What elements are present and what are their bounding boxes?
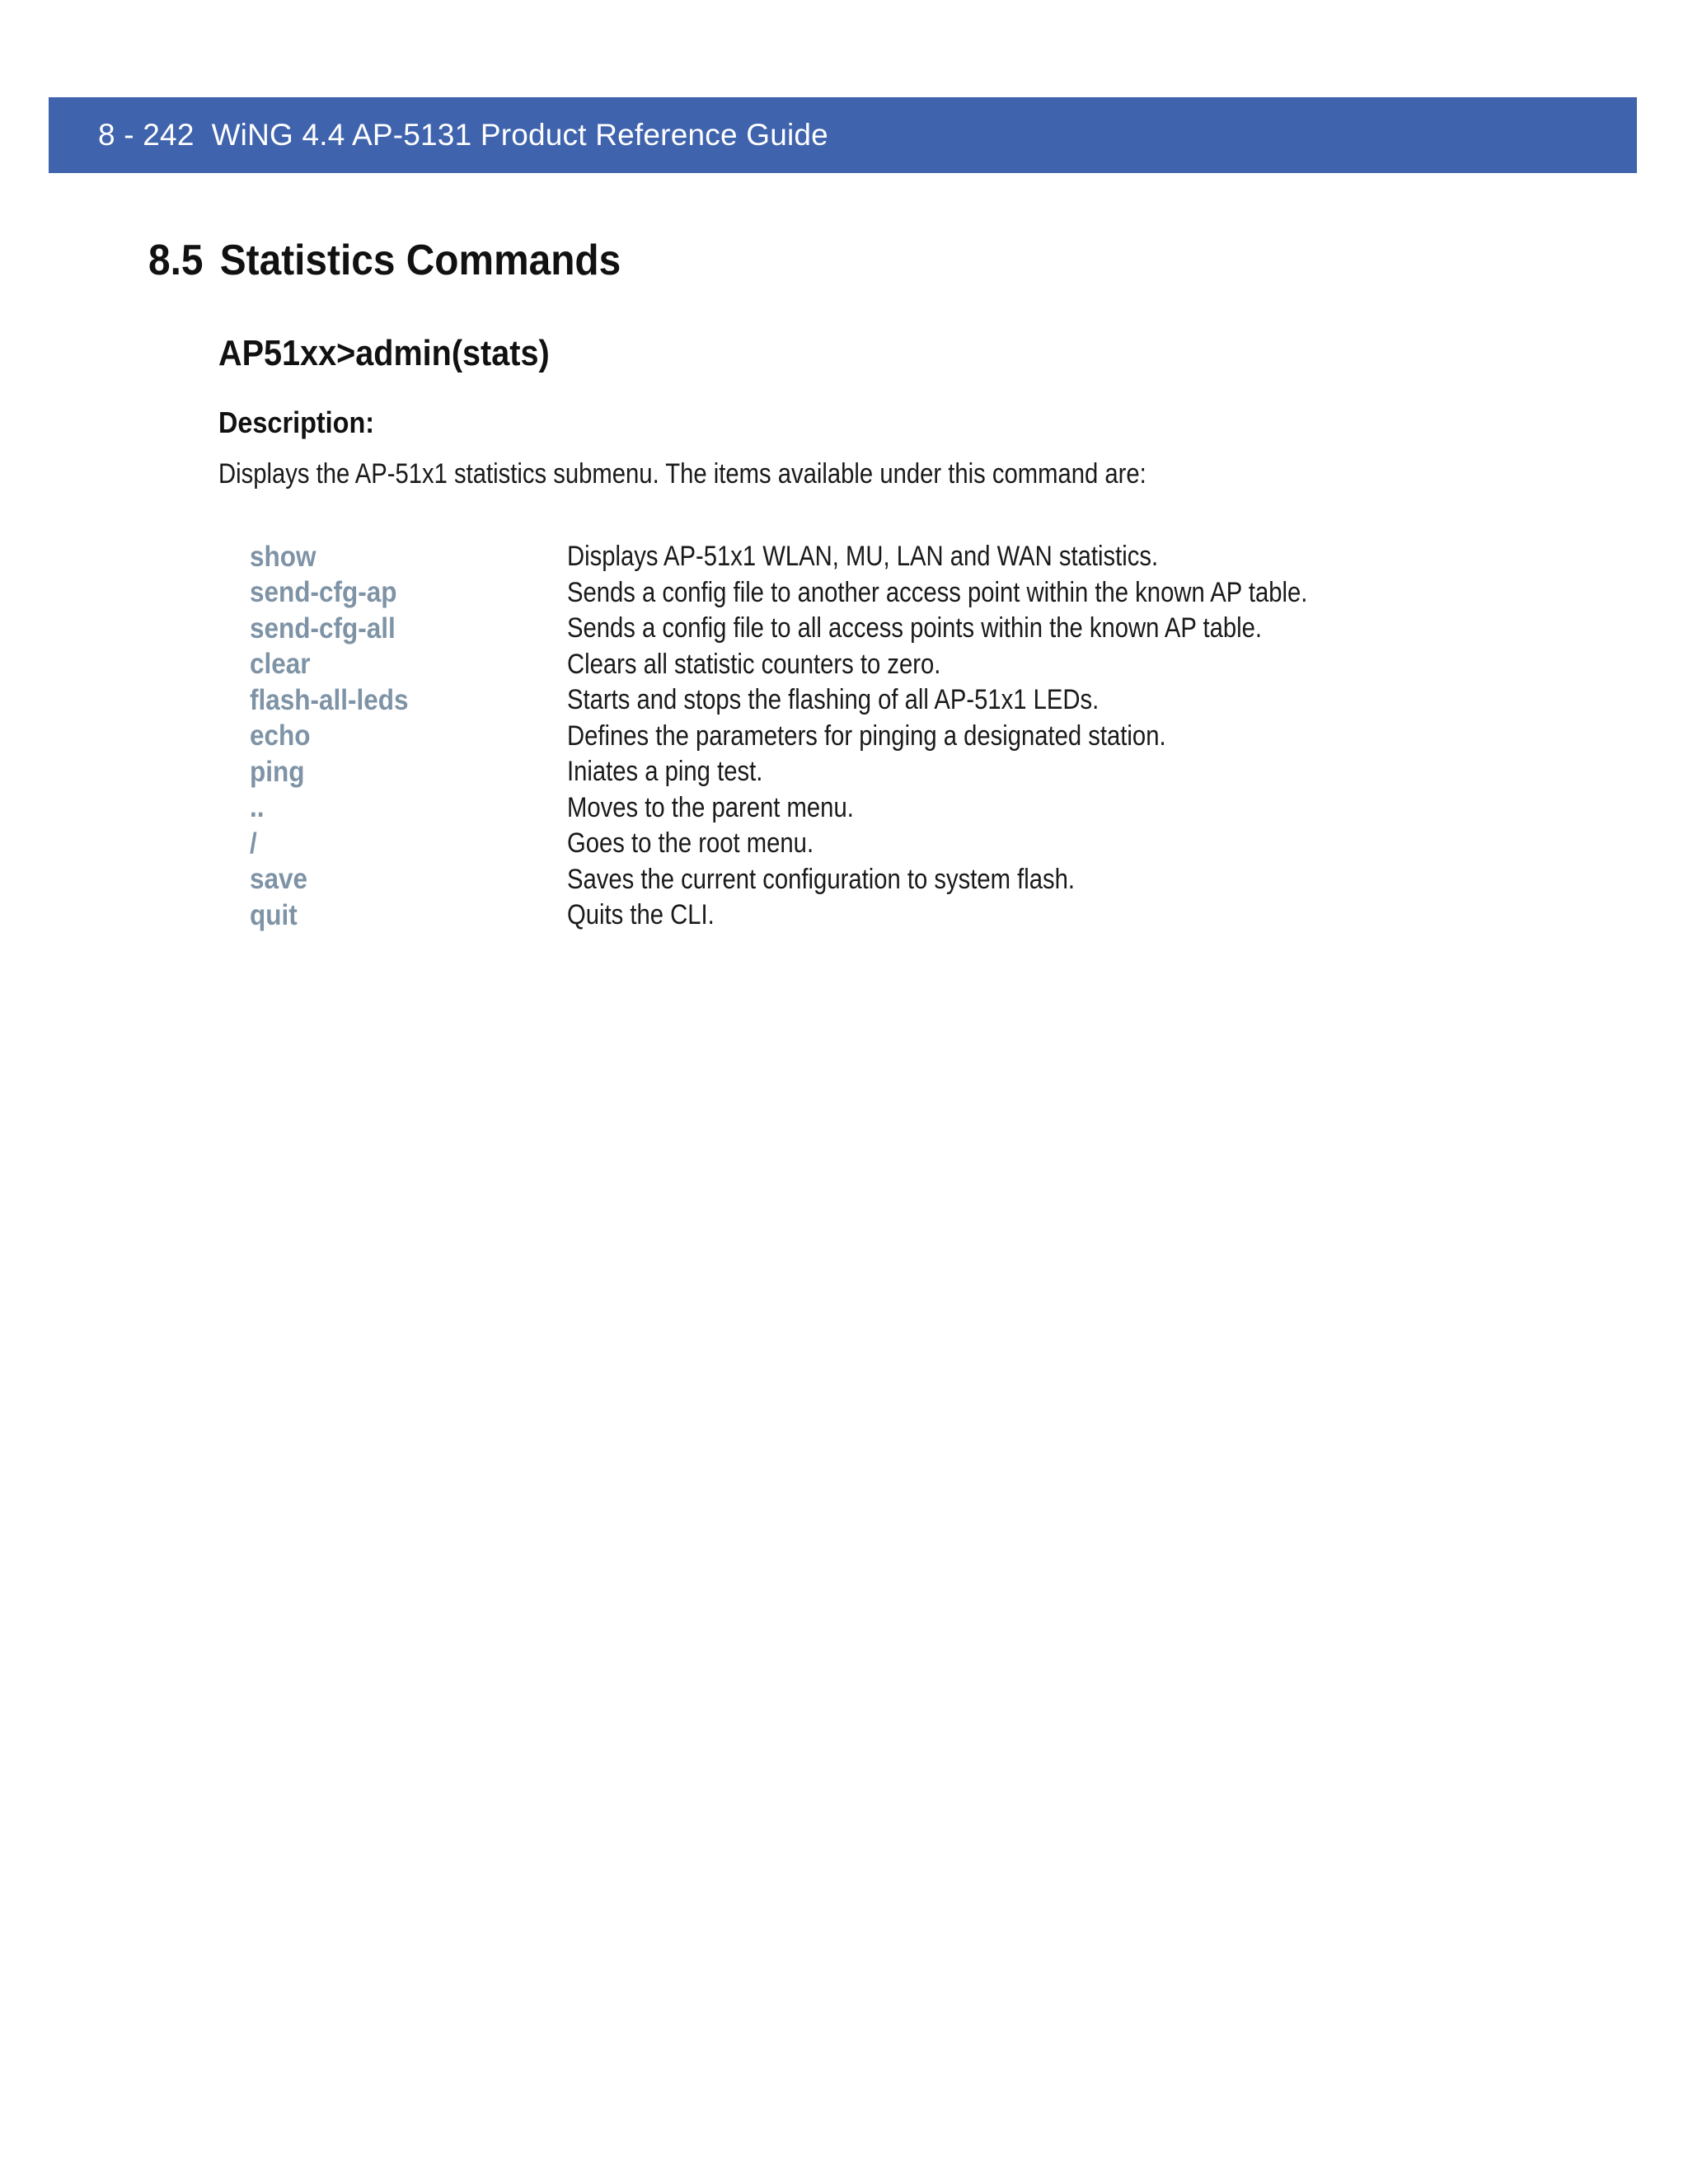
command-table [250,539,1610,934]
command-title: AP51xx>admin(stats) [218,333,550,373]
table-row [250,754,1610,790]
table-row [250,647,1610,683]
command-name: / [250,827,257,860]
command-name: show [250,540,316,573]
command-description: Goes to the root menu. [567,827,814,860]
table-row [250,898,1610,934]
section-heading [148,236,621,285]
command-description: Moves to the parent menu. [567,791,854,823]
command-name: flash-all-leds [250,683,409,716]
command-name: echo [250,719,311,752]
command-name: ping [250,755,305,788]
table-row [250,682,1610,719]
section-number: 8.5 [148,237,204,284]
command-description: Sends a config file to another access point within the known AP table. [567,576,1308,608]
table-row [250,575,1610,612]
command-description: Sends a config file to all access points within the known AP table. [567,612,1263,644]
page-header-bar [49,97,1637,173]
command-description: Defines the parameters for pinging a designated station. [567,719,1166,752]
command-name: clear [250,648,311,681]
book-title: WiNG 4.4 AP-5131 Product Reference Guide [211,118,828,152]
command-name: send-cfg-all [250,612,396,644]
table-row [250,719,1610,755]
table-row [250,862,1610,898]
section-title: Statistics Commands [219,237,621,284]
command-name: save [250,863,308,896]
description-text: Displays the AP-51x1 statistics submenu. The items available under this command are: [218,458,1146,490]
page-number: 8 - 242 [98,118,195,152]
command-description: Saves the current configuration to system flash. [567,863,1075,895]
table-row [250,790,1610,827]
command-description: Iniates a ping test. [567,756,763,788]
table-row [250,826,1610,862]
command-description: Starts and stops the flashing of all AP-51x1 LEDs. [567,684,1100,716]
command-description: Clears all statistic counters to zero. [567,648,941,680]
command-name: quit [250,898,298,931]
command-description: Displays AP-51x1 WLAN, MU, LAN and WAN statistics. [567,541,1159,573]
table-row [250,539,1610,575]
description-heading: Description: [218,405,375,439]
command-name: send-cfg-ap [250,576,397,609]
table-row [250,611,1610,647]
command-name: .. [250,791,265,824]
command-description: Quits the CLI. [567,899,715,931]
